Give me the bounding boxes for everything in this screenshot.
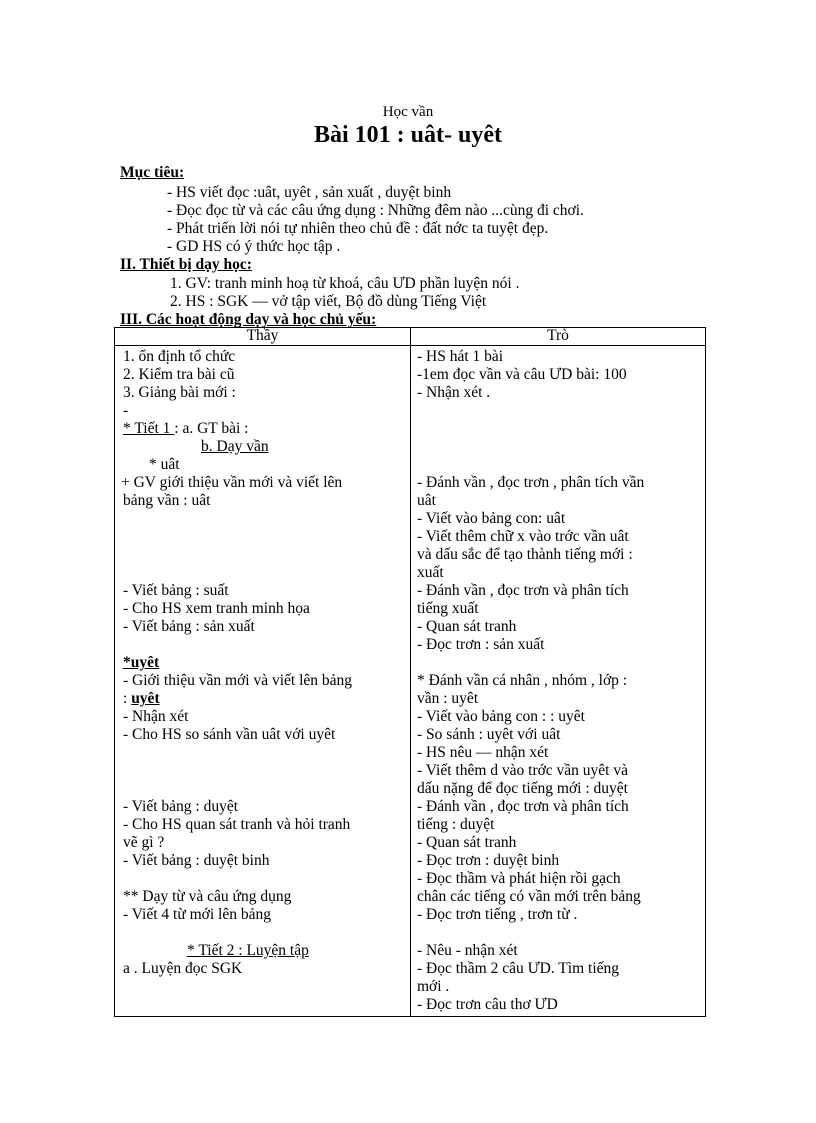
student-line: - Đánh vần , đọc trơn và phân tích xyxy=(417,582,629,599)
teacher-line: ** Dạy từ và câu ứng dụng xyxy=(123,888,292,905)
student-line: - HS nêu — nhận xét xyxy=(417,744,549,761)
activities-table xyxy=(114,327,706,1017)
student-line: chân các tiếng có vần mới trên bảng xyxy=(417,888,641,905)
subject-label: Học vần xyxy=(382,104,434,120)
student-line: - HS hát 1 bài xyxy=(417,348,504,365)
equipment-item: 2. HS : SGK — vở tập viết, Bộ đồ dùng Tiếng Việt xyxy=(170,293,487,310)
student-line: - Viết thêm chữ x vào trớc vần uât xyxy=(417,528,629,545)
student-line: dấu nặng để đọc tiếng mới : duyệt xyxy=(417,780,628,797)
teacher-line: - Viết bảng : duyệt binh xyxy=(123,852,270,869)
teacher-line: - Viết bảng : suất xyxy=(123,582,229,599)
teacher-line: b. Dạy vần xyxy=(201,438,269,455)
student-line: - Đọc thầm 2 câu ƯD. Tìm tiếng xyxy=(417,960,619,977)
student-line: mới . xyxy=(417,978,450,995)
teacher-line: vẽ gì ? xyxy=(123,834,165,851)
student-line: tiếng : duyệt xyxy=(417,816,495,833)
teacher-line: * Tiết 2 : Luyện tập xyxy=(187,942,309,959)
teacher-line xyxy=(123,690,160,708)
student-line: - Đánh vần , đọc trơn , phân tích vần xyxy=(417,474,645,491)
objective-item: - HS viết đọc :uât, uyêt , sản xuất , duyệt binh xyxy=(167,184,452,201)
student-line: * Đánh vần cá nhân , nhóm , lớp : xyxy=(417,672,628,689)
teacher-line: - Nhận xét xyxy=(123,708,189,725)
teacher-line: 3. Giảng bài mới : xyxy=(123,384,236,401)
teacher-line xyxy=(123,420,248,438)
tiet-1-label: * Tiết 1 xyxy=(123,420,175,437)
student-line: - Đọc trơn : duyệt binh xyxy=(417,852,560,869)
teacher-line: - Cho HS so sánh vần uât với uyêt xyxy=(123,726,336,743)
student-line: - Đọc trơn câu thơ ƯD xyxy=(417,996,558,1013)
student-line: tiếng xuất xyxy=(417,600,479,617)
objective-item: - Phát triển lời nói tự nhiên theo chủ đề : đất nớc ta tuyệt đẹp. xyxy=(167,220,549,237)
teacher-line: - Viết bảng : sản xuất xyxy=(123,618,255,635)
student-activities-cell xyxy=(411,346,706,1017)
uyet-label: uyêt xyxy=(131,690,160,707)
student-line: vần : uyêt xyxy=(417,690,479,707)
table-body-row xyxy=(115,346,706,1017)
teacher-line: bảng vần : uât xyxy=(123,492,211,509)
student-line: xuất xyxy=(417,564,444,581)
student-line: - Đọc trơn : sản xuất xyxy=(417,636,545,653)
student-line: -1em đọc vần và câu ƯD bài: 100 xyxy=(417,366,627,383)
objective-item: - Đọc đọc từ và các câu ứng dụng : Những đêm nào ...cùng đi chơi. xyxy=(167,202,584,219)
teacher-line: 1. ổn định tổ chức xyxy=(123,348,236,365)
student-line: - Viết thêm d vào trớc vần uyêt và xyxy=(417,762,628,779)
teacher-line: - Viết bảng : duyệt xyxy=(123,798,239,815)
tiet-1-intro: : a. GT bài : xyxy=(174,420,249,437)
teacher-line: - Viết 4 từ mới lên bảng xyxy=(123,906,271,923)
teacher-colon: : xyxy=(123,690,132,707)
teacher-line: *uyêt xyxy=(123,654,160,671)
student-line: và dấu sắc để tạo thành tiếng mới : xyxy=(417,546,633,563)
student-line: - Quan sát tranh xyxy=(417,618,517,635)
student-line: - Viết vào bảng con : : uyêt xyxy=(417,708,585,725)
activities-heading: III. Các hoạt động dạy và học chủ yếu: xyxy=(120,311,377,328)
student-line: uât xyxy=(417,492,436,509)
teacher-line: - Giới thiệu vần mới và viết lên bảng xyxy=(123,672,353,689)
teacher-activities-cell xyxy=(115,346,411,1017)
teacher-line: - Cho HS xem tranh minh họa xyxy=(123,600,310,617)
teacher-line: + GV giới thiệu vần mới và viết lên xyxy=(121,474,343,491)
objective-item: - GD HS có ý thức học tập . xyxy=(167,238,341,255)
teacher-column-header: Thầy xyxy=(115,328,411,346)
student-line: - Nhận xét . xyxy=(417,384,491,401)
equipment-item: 1. GV: tranh minh hoạ từ khoá, câu ƯD phần luyện nói . xyxy=(170,275,520,292)
student-line: - Đọc thầm và phát hiện rồi gạch xyxy=(417,870,621,887)
objectives-heading: Mục tiêu: xyxy=(120,164,185,181)
teacher-line: a . Luyện đọc SGK xyxy=(123,960,243,977)
equipment-heading: II. Thiết bị dạy học: xyxy=(120,256,252,273)
student-line: - So sánh : uyêt với uât xyxy=(417,726,561,743)
teacher-line: * uât xyxy=(149,456,180,473)
student-line: - Đánh vần , đọc trơn và phân tích xyxy=(417,798,629,815)
student-line: - Đọc trơn tiếng , trơn từ . xyxy=(417,906,578,923)
teacher-line: 2. Kiểm tra bài cũ xyxy=(123,366,235,383)
table-header-row xyxy=(115,328,706,346)
lesson-title: Bài 101 : uât- uyêt xyxy=(314,122,502,148)
teacher-line: - xyxy=(123,402,129,419)
student-line: - Nêu - nhận xét xyxy=(417,942,518,959)
student-line: - Quan sát tranh xyxy=(417,834,517,851)
student-column-header: Trò xyxy=(411,328,706,346)
student-line: - Viết vào bảng con: uât xyxy=(417,510,566,527)
teacher-line: - Cho HS quan sát tranh và hỏi tranh xyxy=(123,816,351,833)
